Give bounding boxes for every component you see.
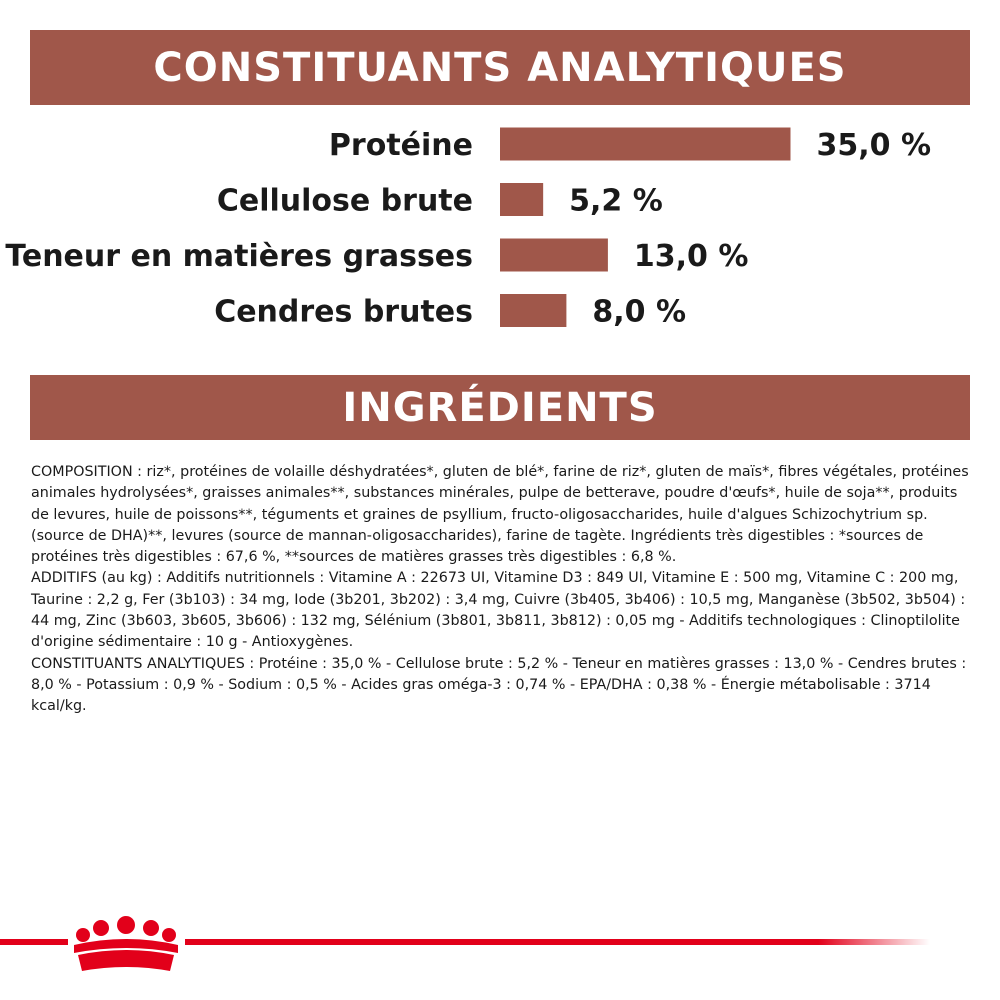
additives-paragraph: ADDITIFS (au kg) : Additifs nutritionnels : Vitamine A : 22673 UI, Vitamine D3 : 849 UI, Vitamine E : 500 mg, Vitamine C : 200 mg, Taurine : 2,2 g, Fer (3b103) : 34 mg, Iode (3b201, 3b202) : 3,4 mg, Cuivre (3b405, 3b406) : 10,5 mg, Manganèse (3b502, 3b504) : 44 mg, Zinc (3b603, 3b605, 3b606) : 132 mg, Sélénium (3b801, 3b811, 3b812) : 0,05 mg - Additifs technologiques : Clinoptilolite d'origine sédimentaire : 10 g - Antioxygènes. bbox=[31, 570, 966, 651]
bar bbox=[500, 183, 543, 216]
footer-line-left bbox=[0, 939, 68, 945]
value-label: 13,0 % bbox=[633, 239, 749, 274]
category-label: Teneur en matières grasses bbox=[5, 239, 473, 274]
crown-icon bbox=[74, 916, 178, 971]
ingredients-text bbox=[31, 462, 971, 718]
ingredients-title: INGRÉDIENTS bbox=[342, 384, 658, 431]
analytics-title: CONSTITUANTS ANALYTIQUES bbox=[153, 44, 847, 91]
category-label: Cellulose brute bbox=[216, 183, 473, 219]
value-label: 8,0 % bbox=[592, 294, 687, 330]
bar bbox=[500, 128, 791, 161]
value-label: 35,0 % bbox=[816, 128, 932, 163]
analytics-title-banner bbox=[30, 30, 970, 105]
ingredients-title-banner bbox=[30, 375, 970, 440]
footer-line-right bbox=[185, 939, 930, 945]
analytics-bar-chart bbox=[0, 115, 1000, 340]
footer-brand-line bbox=[0, 905, 1000, 985]
bar bbox=[500, 239, 608, 272]
category-label: Cendres brutes bbox=[214, 294, 473, 330]
value-label: 5,2 % bbox=[569, 183, 663, 219]
category-label: Protéine bbox=[328, 128, 473, 163]
composition-paragraph: COMPOSITION : riz*, protéines de volaille déshydratées*, gluten de blé*, farine de riz*, gluten de maïs*, fibres végétales, protéines animales hydrolysées*, graisses animales**, substances minérales, pulpe de betterave, poudre d'œufs*, huile de soja**, produits de levures, huile de poissons**, téguments et graines de psyllium, fructo-oligosaccharides, huile d'algues Schizochytrium sp. (source de DHA)**, levures (source de mannan-oligosaccharides), farine de tagète. Ingrédients très digestibles : *sources de protéines très digestibles : 67,6 %, **sources de matières grasses très digestibles : 6,8 %. bbox=[31, 464, 969, 566]
analytical-constituents-paragraph: CONSTITUANTS ANALYTIQUES : Protéine : 35,0 % - Cellulose brute : 5,2 % - Teneur en matières grasses : 13,0 % - Cendres brutes : 8,0 % - Potassium : 0,9 % - Sodium : 0,5 % - Acides gras oméga-3 : 0,74 % - EPA/DHA : 0,38 % - Énergie métabolisable : 3714 kcal/kg. bbox=[31, 655, 967, 715]
bar bbox=[500, 294, 566, 327]
